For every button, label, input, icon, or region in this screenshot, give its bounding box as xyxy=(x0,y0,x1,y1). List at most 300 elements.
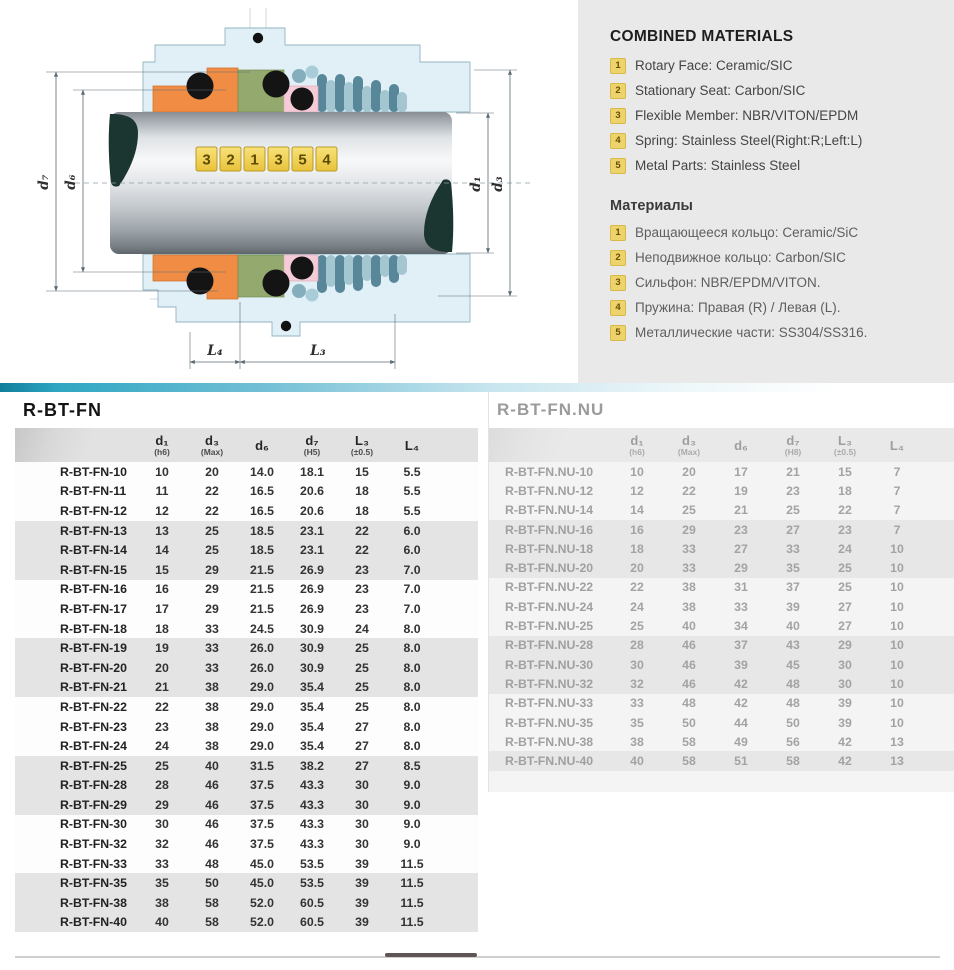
table-row xyxy=(489,655,954,674)
value-cell: 23 xyxy=(786,483,800,498)
table-body xyxy=(489,462,954,771)
value-cell: 11.5 xyxy=(400,895,424,910)
value-cell: 29 xyxy=(682,522,696,537)
value-cell: 29 xyxy=(734,561,748,576)
value-cell: 38.2 xyxy=(300,758,324,773)
value-cell: 11 xyxy=(155,484,169,499)
value-cell: 58 xyxy=(682,734,696,749)
value-cell: 26.9 xyxy=(300,562,324,577)
value-cell: 13 xyxy=(155,523,169,538)
table-row xyxy=(15,834,478,854)
number-badge: 2 xyxy=(610,83,626,99)
material-text: Rotary Face: Ceramic/SIC xyxy=(635,58,793,73)
value-cell: 58 xyxy=(205,915,219,930)
value-cell: 10 xyxy=(890,676,904,691)
value-cell: 26.0 xyxy=(250,641,274,656)
value-cell: 10 xyxy=(890,657,904,672)
value-cell: 30 xyxy=(838,657,852,672)
value-cell: 39 xyxy=(838,696,852,711)
table-row xyxy=(489,616,954,635)
table-row xyxy=(15,658,478,678)
model-cell: R-BT-FN.NU-32 xyxy=(505,676,594,691)
value-cell: 22 xyxy=(355,543,369,558)
value-cell: 11.5 xyxy=(400,915,424,930)
value-cell: 30 xyxy=(355,778,369,793)
value-cell: 21 xyxy=(786,464,800,479)
value-cell: 33 xyxy=(205,641,219,656)
value-cell: 48 xyxy=(682,696,696,711)
value-cell: 43.3 xyxy=(300,797,324,812)
table-row xyxy=(15,893,478,913)
number-badge: 4 xyxy=(610,133,626,149)
value-cell: 30 xyxy=(155,817,169,832)
header-cell: d₇ (H5) xyxy=(303,432,321,457)
materials-title-en: COMBINED MATERIALS xyxy=(610,28,794,45)
value-cell: 40 xyxy=(786,619,800,634)
table-row xyxy=(15,540,478,560)
header-cell: d₆ xyxy=(734,437,748,453)
value-cell: 7 xyxy=(893,503,901,518)
value-cell: 42 xyxy=(734,676,748,691)
callout-number: 2 xyxy=(226,151,235,169)
material-text: Металлические части: SS304/SS316. xyxy=(635,325,868,340)
material-item xyxy=(610,82,944,99)
table-row xyxy=(15,560,478,580)
value-cell: 29 xyxy=(205,582,219,597)
value-cell: 10 xyxy=(890,561,904,576)
value-cell: 8.0 xyxy=(403,699,421,714)
model-cell: R-BT-FN.NU-16 xyxy=(505,522,594,537)
table-row xyxy=(15,599,478,619)
value-cell: 8.0 xyxy=(403,641,421,656)
header-cell: d₁ (h6) xyxy=(629,432,645,457)
value-cell: 38 xyxy=(682,599,696,614)
value-cell: 39 xyxy=(355,876,369,891)
model-cell: R-BT-FN-18 xyxy=(60,621,127,636)
table-panel-r-bt-fn-nu xyxy=(488,392,954,792)
value-cell: 22 xyxy=(205,503,219,518)
value-cell: 52.0 xyxy=(250,915,274,930)
value-cell: 29.0 xyxy=(250,680,274,695)
value-cell: 30 xyxy=(630,657,644,672)
value-cell: 23 xyxy=(355,562,369,577)
value-cell: 6.0 xyxy=(403,543,421,558)
value-cell: 37.5 xyxy=(250,817,274,832)
value-cell: 35.4 xyxy=(300,739,324,754)
value-cell: 17 xyxy=(734,464,748,479)
model-cell: R-BT-FN-19 xyxy=(60,641,127,656)
table-row xyxy=(15,913,478,933)
value-cell: 24 xyxy=(630,599,644,614)
value-cell: 16 xyxy=(155,582,169,597)
value-cell: 9.0 xyxy=(403,778,421,793)
model-cell: R-BT-FN.NU-20 xyxy=(505,561,594,576)
callout-number: 4 xyxy=(322,151,331,169)
model-cell: R-BT-FN-11 xyxy=(60,484,127,499)
value-cell: 42 xyxy=(734,696,748,711)
value-cell: 24 xyxy=(838,541,852,556)
value-cell: 21.5 xyxy=(250,562,274,577)
table-row xyxy=(489,732,954,751)
value-cell: 35 xyxy=(155,876,169,891)
value-cell: 18.5 xyxy=(250,543,274,558)
value-cell: 27 xyxy=(786,522,800,537)
value-cell: 26.9 xyxy=(300,601,324,616)
material-text: Stationary Seat: Carbon/SIC xyxy=(635,83,806,98)
value-cell: 21 xyxy=(155,680,169,695)
value-cell: 20 xyxy=(682,464,696,479)
value-cell: 12 xyxy=(155,503,169,518)
value-cell: 25 xyxy=(355,680,369,695)
value-cell: 9.0 xyxy=(403,837,421,852)
value-cell: 29 xyxy=(205,601,219,616)
table-row xyxy=(489,558,954,577)
value-cell: 50 xyxy=(786,715,800,730)
dim-label-d1: d₁ xyxy=(468,176,484,192)
value-cell: 8.5 xyxy=(403,758,421,773)
value-cell: 29.0 xyxy=(250,739,274,754)
value-cell: 18.1 xyxy=(300,464,324,479)
header-cell: d₃ (Max) xyxy=(200,432,224,457)
value-cell: 48 xyxy=(786,676,800,691)
value-cell: 29 xyxy=(155,797,169,812)
value-cell: 18.5 xyxy=(250,523,274,538)
value-cell: 38 xyxy=(155,895,169,910)
value-cell: 30 xyxy=(355,837,369,852)
materials-title-ru: Материалы xyxy=(610,198,693,214)
value-cell: 28 xyxy=(155,778,169,793)
model-cell: R-BT-FN-30 xyxy=(60,817,127,832)
value-cell: 25 xyxy=(205,543,219,558)
value-cell: 20.6 xyxy=(300,503,324,518)
value-cell: 33 xyxy=(786,541,800,556)
table-row xyxy=(15,873,478,893)
header-cell: d₃ (Max) xyxy=(677,432,701,457)
value-cell: 40 xyxy=(205,758,219,773)
value-cell: 40 xyxy=(630,754,644,769)
value-cell: 49 xyxy=(734,734,748,749)
table-row xyxy=(489,539,954,558)
value-cell: 32 xyxy=(155,837,169,852)
value-cell: 33 xyxy=(682,561,696,576)
value-cell: 30.9 xyxy=(300,641,324,656)
value-cell: 26.9 xyxy=(300,582,324,597)
value-cell: 18 xyxy=(355,484,369,499)
value-cell: 10 xyxy=(890,599,904,614)
value-cell: 33 xyxy=(155,856,169,871)
model-cell: R-BT-FN.NU-35 xyxy=(505,715,594,730)
material-text: Неподвижное кольцо: Carbon/SIC xyxy=(635,250,846,265)
table-row xyxy=(15,815,478,835)
value-cell: 39 xyxy=(786,599,800,614)
value-cell: 25 xyxy=(786,503,800,518)
model-cell: R-BT-FN-16 xyxy=(60,582,127,597)
table-row xyxy=(489,462,954,481)
value-cell: 24.5 xyxy=(250,621,274,636)
value-cell: 37 xyxy=(734,638,748,653)
value-cell: 39 xyxy=(355,895,369,910)
footer-divider-line xyxy=(15,956,940,958)
value-cell: 29 xyxy=(838,638,852,653)
value-cell: 39 xyxy=(734,657,748,672)
table-row xyxy=(489,520,954,539)
number-badge: 3 xyxy=(610,108,626,124)
value-cell: 58 xyxy=(205,895,219,910)
value-cell: 14.0 xyxy=(250,464,274,479)
model-cell: R-BT-FN.NU-24 xyxy=(505,599,594,614)
value-cell: 10 xyxy=(890,696,904,711)
value-cell: 39 xyxy=(355,856,369,871)
model-cell: R-BT-FN.NU-22 xyxy=(505,580,594,595)
model-cell: R-BT-FN.NU-28 xyxy=(505,638,594,653)
value-cell: 16.5 xyxy=(250,484,274,499)
value-cell: 27 xyxy=(734,541,748,556)
material-item xyxy=(610,299,944,316)
value-cell: 8.0 xyxy=(403,680,421,695)
value-cell: 7.0 xyxy=(403,582,421,597)
table-row xyxy=(15,638,478,658)
value-cell: 33 xyxy=(630,696,644,711)
value-cell: 23 xyxy=(734,522,748,537)
material-text: Сильфон: NBR/EPDM/VITON. xyxy=(635,275,821,290)
value-cell: 46 xyxy=(205,837,219,852)
value-cell: 5.5 xyxy=(403,484,421,499)
model-cell: R-BT-FN-12 xyxy=(60,503,127,518)
model-cell: R-BT-FN-29 xyxy=(60,797,127,812)
material-text: Spring: Stainless Steel(Right:R;Left:L) xyxy=(635,133,863,148)
table-row xyxy=(489,713,954,732)
value-cell: 7 xyxy=(893,522,901,537)
model-cell: R-BT-FN-14 xyxy=(60,543,127,558)
number-badge: 5 xyxy=(610,158,626,174)
model-cell: R-BT-FN.NU-40 xyxy=(505,754,594,769)
set-screw-top xyxy=(253,33,263,43)
material-item xyxy=(610,107,944,124)
value-cell: 21 xyxy=(734,503,748,518)
value-cell: 16.5 xyxy=(250,503,274,518)
value-cell: 10 xyxy=(890,619,904,634)
value-cell: 53.5 xyxy=(300,876,324,891)
material-item xyxy=(610,324,944,341)
value-cell: 52.0 xyxy=(250,895,274,910)
value-cell: 20 xyxy=(155,660,169,675)
value-cell: 38 xyxy=(205,699,219,714)
value-cell: 24 xyxy=(155,739,169,754)
value-cell: 29.0 xyxy=(250,719,274,734)
value-cell: 46 xyxy=(205,778,219,793)
value-cell: 43 xyxy=(786,638,800,653)
value-cell: 48 xyxy=(205,856,219,871)
value-cell: 46 xyxy=(682,657,696,672)
header-cell: d₆ xyxy=(255,437,269,453)
value-cell: 45 xyxy=(786,657,800,672)
value-cell: 35.4 xyxy=(300,699,324,714)
value-cell: 14 xyxy=(630,503,644,518)
value-cell: 21.5 xyxy=(250,582,274,597)
table-panel-r-bt-fn xyxy=(15,392,478,932)
model-cell: R-BT-FN.NU-12 xyxy=(505,483,594,498)
value-cell: 8.0 xyxy=(403,621,421,636)
value-cell: 27 xyxy=(355,719,369,734)
table-row xyxy=(15,482,478,502)
material-text: Metal Parts: Stainless Steel xyxy=(635,158,801,173)
value-cell: 43.3 xyxy=(300,837,324,852)
model-cell: R-BT-FN.NU-33 xyxy=(505,696,594,711)
value-cell: 23.1 xyxy=(300,523,324,538)
value-cell: 31.5 xyxy=(250,758,274,773)
value-cell: 38 xyxy=(205,739,219,754)
material-item xyxy=(610,157,944,174)
value-cell: 20 xyxy=(630,561,644,576)
value-cell: 23 xyxy=(155,719,169,734)
value-cell: 29.0 xyxy=(250,699,274,714)
table-row xyxy=(15,736,478,756)
value-cell: 32 xyxy=(630,676,644,691)
value-cell: 38 xyxy=(630,734,644,749)
value-cell: 27 xyxy=(838,619,852,634)
dim-label-l4: L₄ xyxy=(207,343,223,359)
table-row xyxy=(15,854,478,874)
material-text: Пружина: Правая (R) / Левая (L). xyxy=(635,300,841,315)
value-cell: 39 xyxy=(838,715,852,730)
table-row xyxy=(15,697,478,717)
model-cell: R-BT-FN-15 xyxy=(60,562,127,577)
value-cell: 43.3 xyxy=(300,817,324,832)
value-cell: 14 xyxy=(155,543,169,558)
model-cell: R-BT-FN-25 xyxy=(60,758,127,773)
value-cell: 9.0 xyxy=(403,797,421,812)
value-cell: 15 xyxy=(355,464,369,479)
value-cell: 17 xyxy=(155,601,169,616)
value-cell: 18 xyxy=(155,621,169,636)
value-cell: 25 xyxy=(838,580,852,595)
header-cell: L₃ (±0.5) xyxy=(350,432,374,457)
table-header-row xyxy=(15,428,478,462)
model-cell: R-BT-FN-20 xyxy=(60,660,127,675)
value-cell: 25 xyxy=(838,561,852,576)
value-cell: 9.0 xyxy=(403,817,421,832)
table-row xyxy=(15,795,478,815)
value-cell: 42 xyxy=(838,734,852,749)
value-cell: 24 xyxy=(355,621,369,636)
dim-label-d6: d₆ xyxy=(63,174,79,190)
value-cell: 46 xyxy=(682,676,696,691)
value-cell: 46 xyxy=(682,638,696,653)
value-cell: 6.0 xyxy=(403,523,421,538)
value-cell: 40 xyxy=(682,619,696,634)
table-row xyxy=(489,578,954,597)
section-divider-bar xyxy=(0,383,954,392)
table-row xyxy=(15,501,478,521)
value-cell: 33 xyxy=(682,541,696,556)
value-cell: 58 xyxy=(682,754,696,769)
table-row xyxy=(489,636,954,655)
model-cell: R-BT-FN-23 xyxy=(60,719,127,734)
value-cell: 25 xyxy=(355,699,369,714)
value-cell: 38 xyxy=(682,580,696,595)
dim-label-d3: d₃ xyxy=(490,176,506,192)
value-cell: 16 xyxy=(630,522,644,537)
model-cell: R-BT-FN-13 xyxy=(60,523,127,538)
value-cell: 10 xyxy=(155,464,169,479)
value-cell: 60.5 xyxy=(300,915,324,930)
model-cell: R-BT-FN.NU-18 xyxy=(505,541,594,556)
value-cell: 19 xyxy=(155,641,169,656)
model-cell: R-BT-FN-24 xyxy=(60,739,127,754)
material-item xyxy=(610,274,944,291)
value-cell: 35 xyxy=(630,715,644,730)
value-cell: 25 xyxy=(682,503,696,518)
value-cell: 10 xyxy=(890,541,904,556)
value-cell: 37.5 xyxy=(250,778,274,793)
table-row xyxy=(15,619,478,639)
header-corner-cell xyxy=(489,428,611,462)
value-cell: 56 xyxy=(786,734,800,749)
number-badge: 3 xyxy=(610,275,626,291)
value-cell: 30 xyxy=(355,797,369,812)
value-cell: 39 xyxy=(355,915,369,930)
model-cell: R-BT-FN-21 xyxy=(60,680,127,695)
set-screw-bottom xyxy=(281,321,291,331)
value-cell: 27 xyxy=(355,739,369,754)
value-cell: 22 xyxy=(355,523,369,538)
value-cell: 45.0 xyxy=(250,876,274,891)
table-title: R-BT-FN.NU xyxy=(489,392,954,428)
number-badge: 2 xyxy=(610,250,626,266)
value-cell: 22 xyxy=(838,503,852,518)
table-row xyxy=(15,462,478,482)
value-cell: 28 xyxy=(630,638,644,653)
value-cell: 33 xyxy=(205,621,219,636)
value-cell: 7 xyxy=(893,483,901,498)
value-cell: 13 xyxy=(890,734,904,749)
value-cell: 7 xyxy=(893,464,901,479)
value-cell: 15 xyxy=(838,464,852,479)
value-cell: 23 xyxy=(355,601,369,616)
model-cell: R-BT-FN-40 xyxy=(60,915,127,930)
value-cell: 8.0 xyxy=(403,660,421,675)
value-cell: 33 xyxy=(205,660,219,675)
table-header-row xyxy=(489,428,954,462)
value-cell: 13 xyxy=(890,754,904,769)
value-cell: 10 xyxy=(890,715,904,730)
value-cell: 37.5 xyxy=(250,837,274,852)
model-cell: R-BT-FN-28 xyxy=(60,778,127,793)
header-cell: L₄ xyxy=(889,437,905,453)
value-cell: 5.5 xyxy=(403,503,421,518)
seal-cross-section-diagram xyxy=(0,0,560,383)
value-cell: 42 xyxy=(838,754,852,769)
value-cell: 7.0 xyxy=(403,601,421,616)
model-cell: R-BT-FN-35 xyxy=(60,876,127,891)
callout-number: 3 xyxy=(274,151,283,169)
value-cell: 18 xyxy=(355,503,369,518)
model-cell: R-BT-FN-38 xyxy=(60,895,127,910)
value-cell: 30 xyxy=(838,676,852,691)
value-cell: 5.5 xyxy=(403,464,421,479)
model-cell: R-BT-FN.NU-25 xyxy=(505,619,594,634)
value-cell: 11.5 xyxy=(400,856,424,871)
value-cell: 34 xyxy=(734,619,748,634)
model-cell: R-BT-FN.NU-14 xyxy=(505,503,594,518)
value-cell: 35 xyxy=(786,561,800,576)
value-cell: 25 xyxy=(205,523,219,538)
materials-panel xyxy=(578,0,954,383)
table-row xyxy=(15,678,478,698)
value-cell: 46 xyxy=(205,797,219,812)
value-cell: 30.9 xyxy=(300,660,324,675)
value-cell: 27 xyxy=(838,599,852,614)
